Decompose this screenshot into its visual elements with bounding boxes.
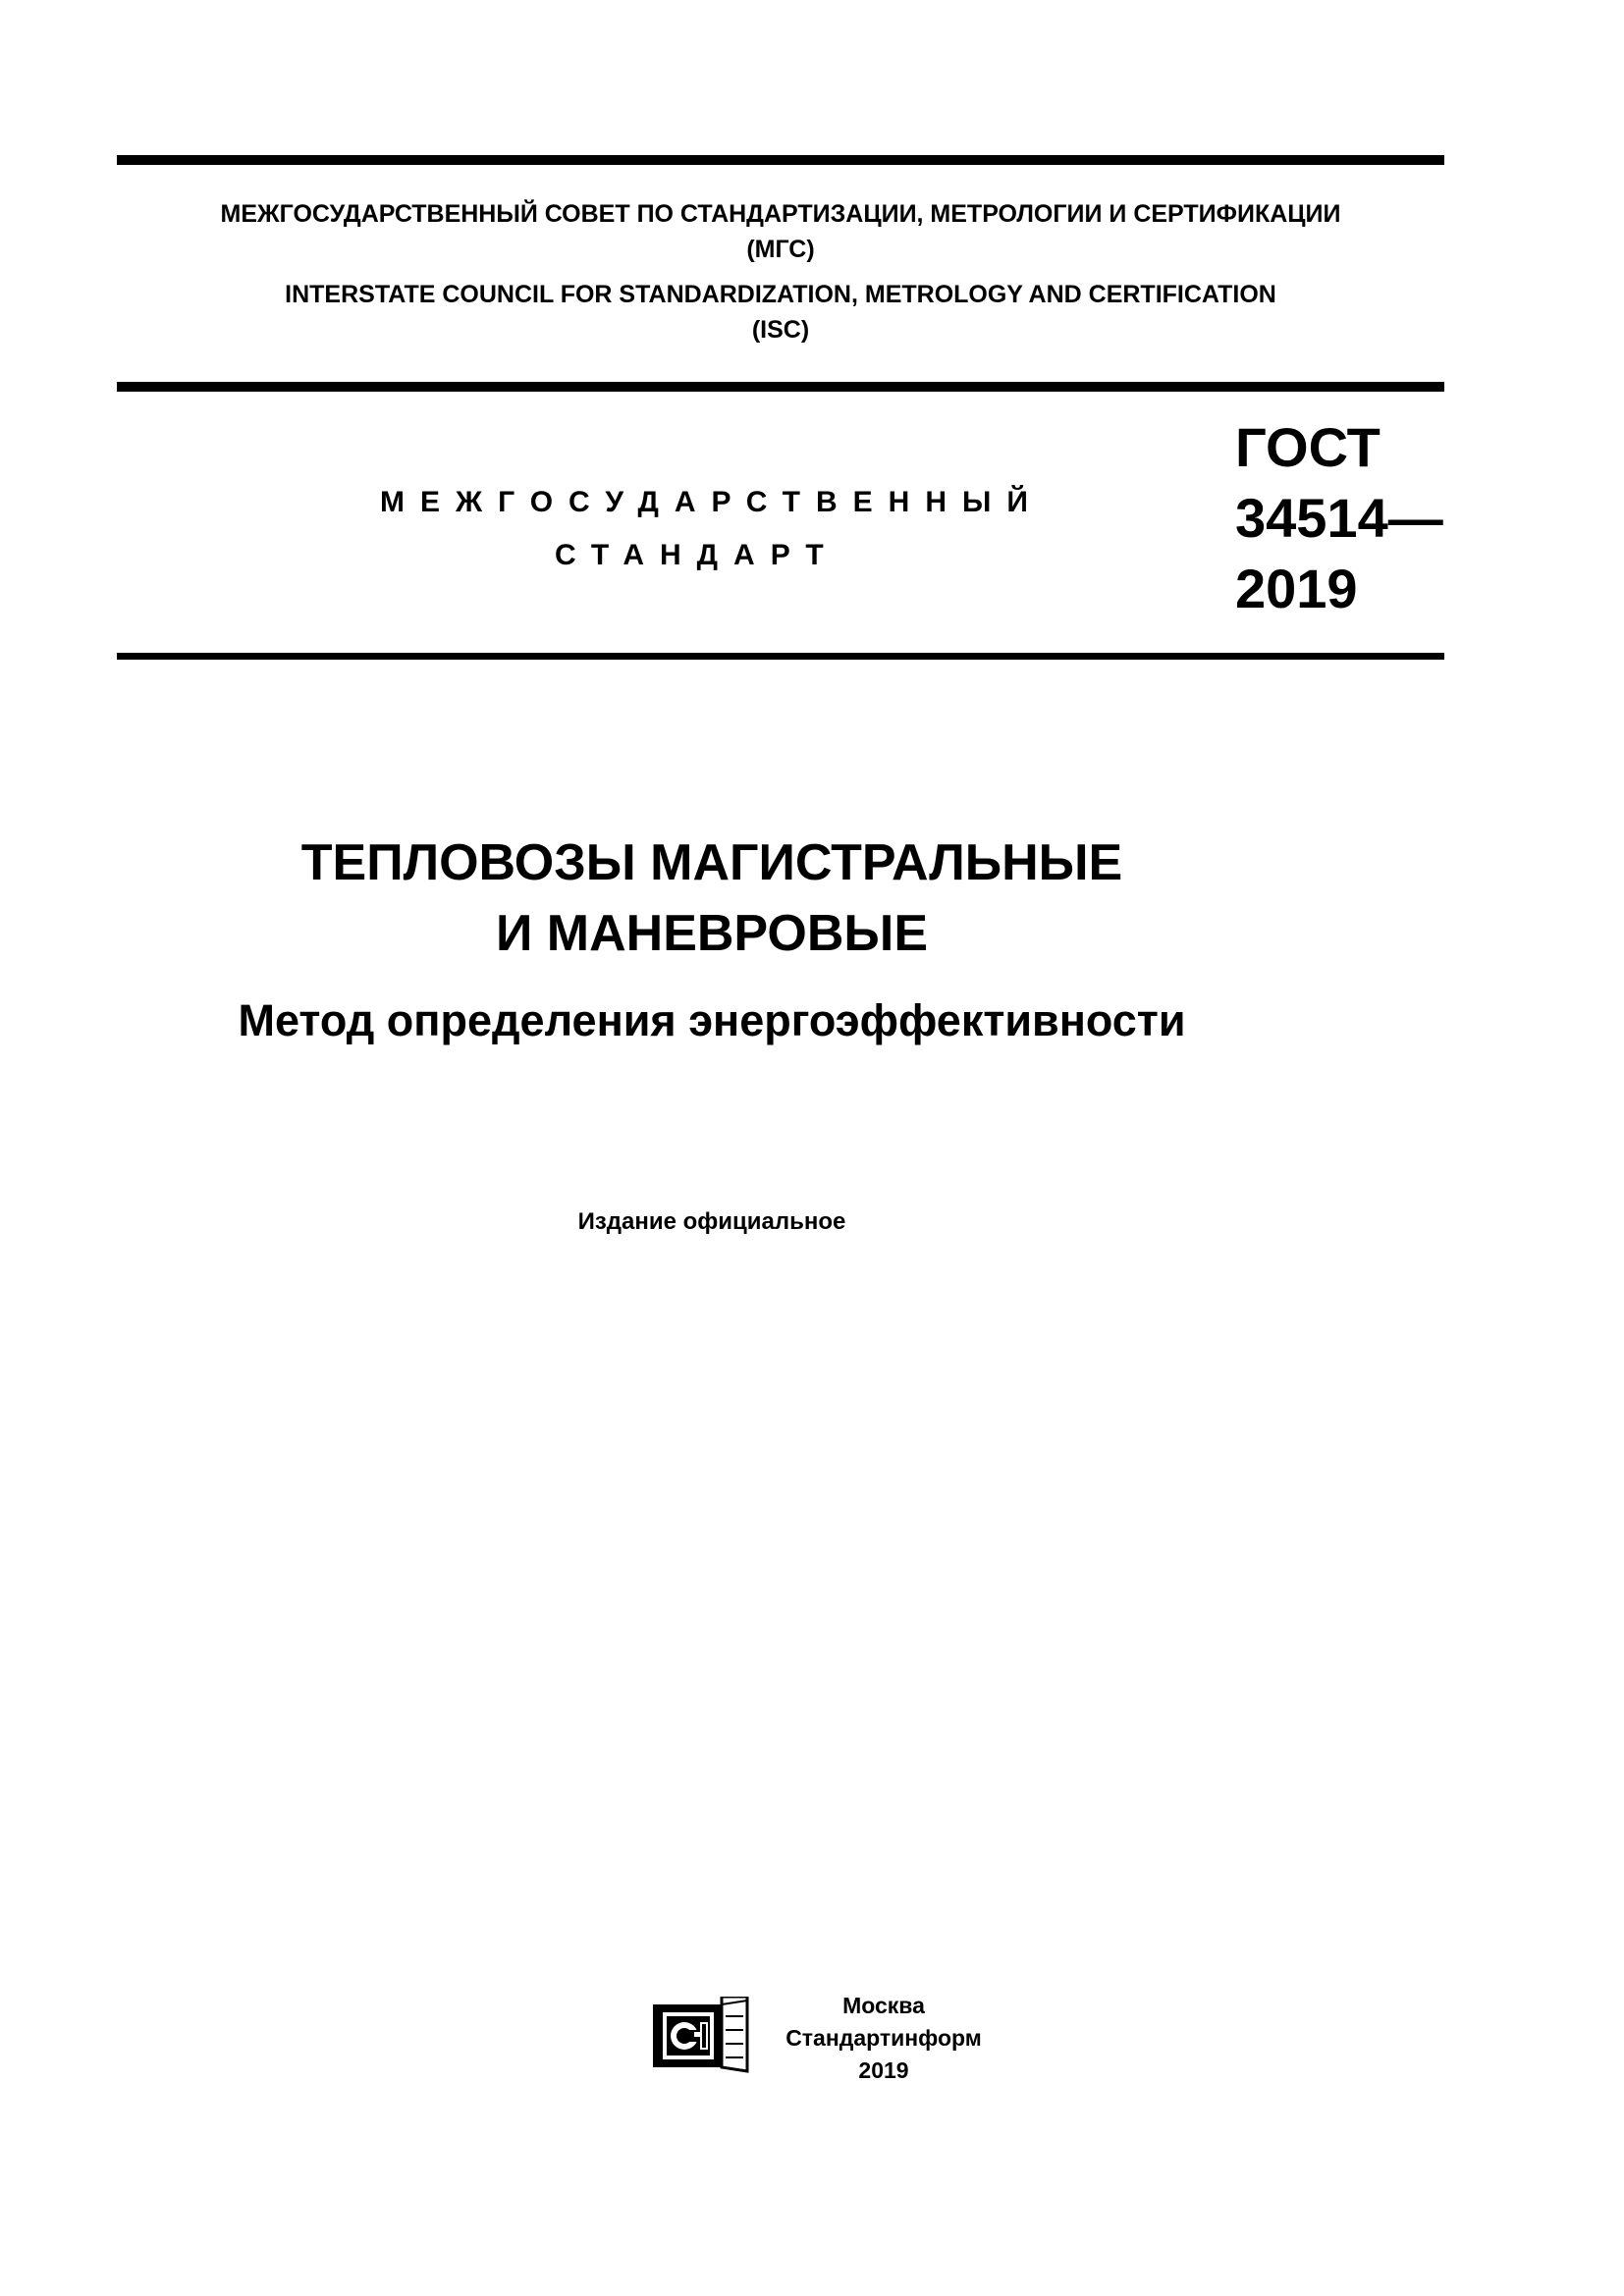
middle-divider [117, 382, 1444, 392]
document-subtitle: Метод определения энергоэффективности [238, 995, 1186, 1045]
publisher-city: Москва [842, 1993, 925, 2018]
gost-designation [1235, 412, 1443, 624]
publisher-info [766, 1990, 1001, 2087]
council-name-ru [117, 196, 1444, 267]
top-divider [117, 155, 1444, 165]
bottom-divider [117, 653, 1444, 660]
standartinform-logo-icon [653, 1997, 751, 2075]
council-name-en-line1: INTERSTATE COUNCIL FOR STANDARDIZATION, METROLOGY AND CERTIFICATION [285, 281, 1276, 308]
gost-label: ГОСТ [1235, 416, 1380, 478]
council-abbr-ru: (МГС) [746, 236, 815, 263]
publisher-year: 2019 [858, 2057, 909, 2083]
standard-type-line1: МЕЖГОСУДАРСТВЕННЫЙ [380, 486, 1044, 518]
document-title-line1: ТЕПЛОВОЗЫ МАГИСТРАЛЬНЫЕ [300, 834, 1123, 891]
standard-type [117, 476, 1226, 582]
document-title [117, 828, 1444, 969]
standard-type-line2: СТАНДАРТ [555, 539, 839, 571]
gost-number: 34514— [1235, 487, 1443, 549]
publisher-name: Стандартинформ [785, 2025, 982, 2051]
gost-year: 2019 [1235, 558, 1358, 619]
council-abbr-en: (ISC) [751, 316, 810, 344]
edition-note: Издание официальное [577, 1208, 846, 1235]
council-name-en [117, 277, 1444, 347]
council-name-ru-line1: МЕЖГОСУДАРСТВЕННЫЙ СОВЕТ ПО СТАНДАРТИЗАЦИИ, МЕТРОЛОГИИ И СЕРТИФИКАЦИИ [220, 200, 1341, 228]
document-title-line2: И МАНЕВРОВЫЕ [495, 905, 929, 962]
